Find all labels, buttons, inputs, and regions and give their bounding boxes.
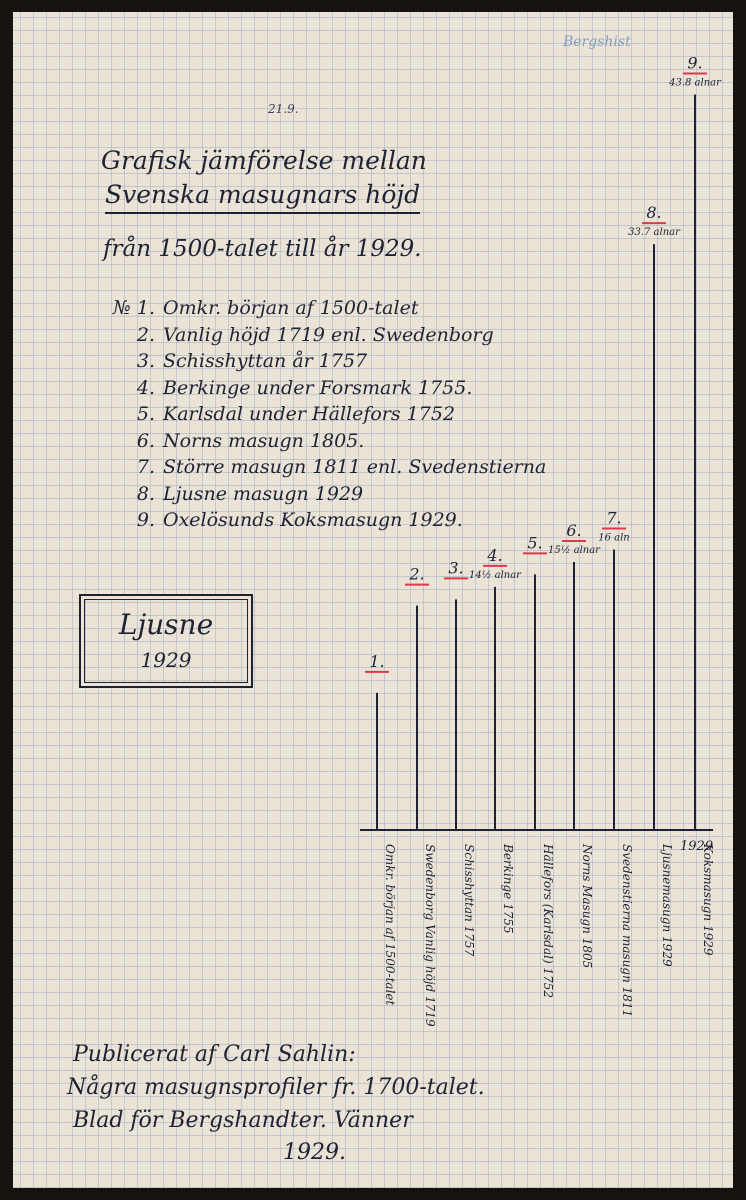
legend-number: 2.: [136, 323, 155, 346]
legend-number: 6.: [136, 429, 155, 452]
legend-number: 7.: [136, 456, 155, 478]
legend-text: Större masugn 1811 enl. Svedenstierna: [163, 456, 547, 478]
box-name: Ljusne: [118, 608, 214, 641]
chart-subtitle: från 1500-talet till år 1929.: [103, 236, 422, 262]
document-page: [13, 12, 733, 1188]
bar-label: Koksmasugn 1929: [701, 844, 715, 956]
bar-height-label: 14½ alnar: [469, 569, 521, 581]
bar-number: 6.: [566, 520, 582, 540]
pencil-note: Bergshist: [563, 34, 631, 50]
bar-label: Norns Masugn 1805: [580, 844, 594, 969]
bar-label: Ljusnemasugn 1929: [660, 844, 674, 967]
legend-text: Oxelösunds Koksmasugn 1929.: [163, 509, 463, 531]
footer-line: Några masugnsprofiler fr. 1700-talet.: [67, 1075, 485, 1100]
legend-text: Norns masugn 1805.: [163, 429, 365, 452]
legend-text: Schisshyttan år 1757: [163, 350, 368, 372]
bar-height-label: 15½ alnar: [548, 544, 600, 556]
legend-text: Ljusne masugn 1929: [163, 482, 364, 505]
bar-label: Swedenborg Vanlig höjd 1719: [423, 844, 437, 1027]
bar-number: 8.: [646, 203, 662, 223]
bar-number: 5.: [527, 533, 543, 553]
footer-line: 1929.: [283, 1140, 346, 1165]
bar-height-label: 43.8 alnar: [669, 77, 721, 89]
page-mark: 21.9.: [268, 102, 299, 116]
bar-label: Berkinge 1755: [501, 844, 515, 934]
bar-label: Schisshyttan 1757: [462, 844, 476, 957]
legend-number: 5.: [136, 403, 155, 425]
bar-number: 4.: [487, 545, 503, 565]
bar-height-label: 33.7 alnar: [628, 227, 680, 239]
bar-number: 3.: [448, 558, 464, 578]
bar-number: 1.: [369, 651, 385, 671]
legend-number: 9.: [136, 509, 155, 531]
legend-number: 3.: [136, 350, 155, 372]
baseline-label: 1929: [680, 839, 714, 854]
bar-number: 9.: [687, 53, 703, 73]
chart-title-line1: Grafisk jämförelse mellan: [101, 146, 427, 175]
box-year: 1929: [140, 648, 192, 672]
footer-line: Publicerat af Carl Sahlin:: [73, 1042, 356, 1067]
bar-label: Svedenstierna masugn 1811: [620, 844, 634, 1018]
chart: [13, 12, 733, 1188]
legend-text: Vanlig höjd 1719 enl. Swedenborg: [163, 323, 494, 346]
bar-number: 2.: [409, 564, 425, 584]
footer-line: Blad för Bergshandter. Vänner: [73, 1108, 413, 1133]
legend-text: Omkr. början af 1500-talet: [163, 297, 419, 319]
bar-height-label: 16 aln: [598, 532, 630, 544]
legend-text: Berkinge under Forsmark 1755.: [163, 376, 473, 399]
bar-label: Omkr. början af 1500-talet: [383, 844, 397, 1006]
legend-number: № 1.: [112, 297, 155, 319]
legend-text: Karlsdal under Hällefors 1752: [163, 403, 456, 425]
legend-number: 8.: [136, 482, 155, 505]
bar-number: 7.: [606, 508, 622, 528]
bar-label: Hällefors (Karlsdal) 1752: [541, 844, 555, 999]
legend-number: 4.: [136, 376, 155, 399]
chart-title-line2: Svenska masugnars höjd: [105, 180, 420, 214]
